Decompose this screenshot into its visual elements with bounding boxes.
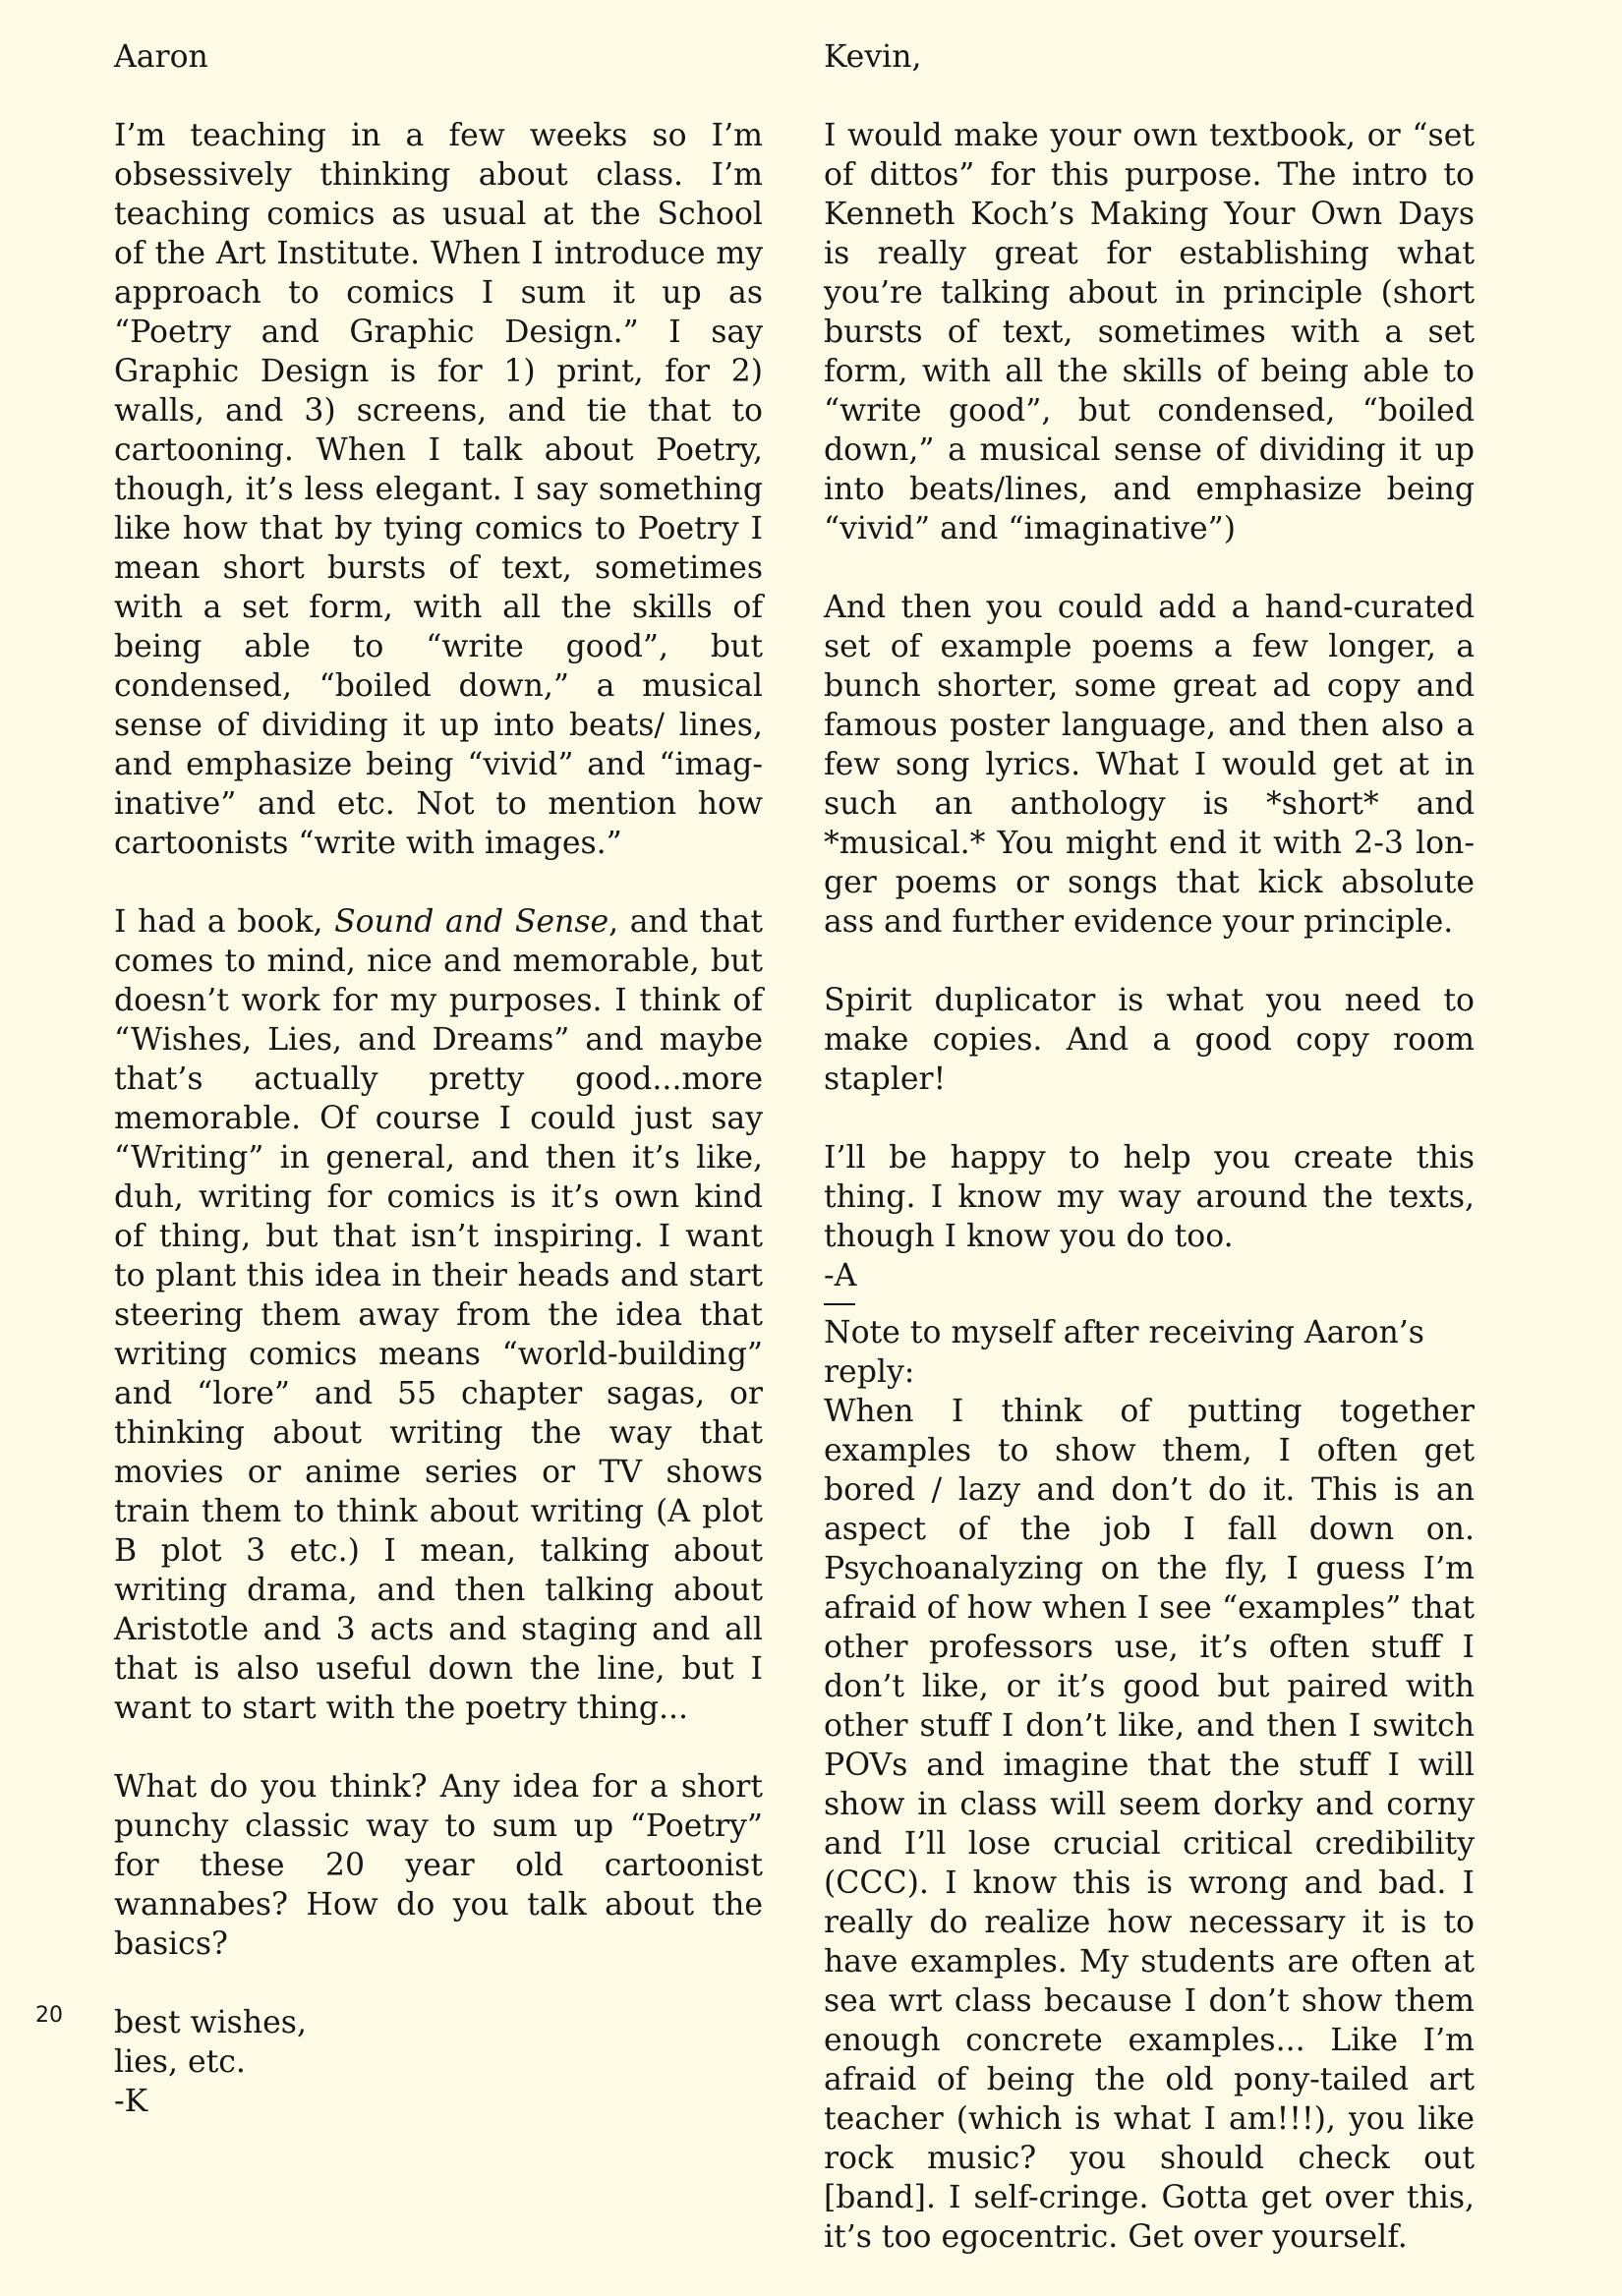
section-divider bbox=[824, 1303, 855, 1305]
paragraph-text: , and that comes to mind, nice and memorable, but doesn’t work for my purposes. I think of “Wishes, Lies, and Dreams” and maybe that’s actually pretty good...more memorable. Of course I could just say “Writing” in general, and then it’s like, duh, writing for comics is it’s own kind of thing, but that isn’t inspiring. I want to plant this idea in their heads and start steering them away from the idea that writing comics means “world-building” and “lore” and 55 chapter sagas, or thinking about writing the way that movies or anime series or TV shows train them to think about writing (A plot B plot 3 etc.) I mean, talking about writing drama, and then talking about Aristotle and 3 acts and staging and all that is also useful down the line, but I want to start with the poetry thing... bbox=[114, 904, 764, 1726]
reply-to-kevin bbox=[824, 37, 1475, 2296]
signature-a: -A bbox=[824, 1258, 857, 1293]
note-body: When I think of putting together examples to show them, I often get bored / lazy and don’t do it. This is an aspect of the job I fall down on. Psychoanalyzing on the fly, I guess I’m afraid of how when I see “examples” that other professors use, it’s often stuff I don’t like, or it’s good but paired with other stuff I don’t like, and then I switch POVs and imagine that the stuff I will show in class will seem dorky and corny and I’ll lose crucial critical credibility (CCC). I know this is wrong and bad. I really do realize how necessary it is to have examples. My students are often at sea wrt class because I don’t show them enough concrete examples... Like I’m afraid of being the old pony-tailed art teacher (which is what I am!!!), you like rock music? you should check out [band]. I self-cringe. Gotta get over this, it’s too egocentric. Get over yourself. bbox=[824, 1394, 1475, 2255]
salutation-aaron: Aaron bbox=[114, 39, 208, 75]
page-number: 20 bbox=[35, 2003, 63, 2028]
paragraph: Spirit duplicator is what you need to make copies. And a good copy room stapler! bbox=[824, 983, 1475, 1097]
book-title: Sound and Sense bbox=[334, 904, 609, 940]
signature-k: -K bbox=[114, 2084, 148, 2119]
paragraph: I’m teaching in a few weeks so I’m obsessively thinking about class. I’m teaching comics as usual at the School of the Art Institute. When I introduce my approach to comics I sum it up as “Poetry and Graphic Design.” I say Graphic Design is for 1) print, for 2) walls, and 3) screens, and tie that to cartooning. When I talk about Poetry, though, it’s less elegant. I say something like how that by tying comics to Poetry I mean short bursts of text, sometimes with a set form, with all the skills of being able to “write good”, but condensed, “boiled down,” a musical sense of dividing it up into beats/ lines, and emphasize being “vivid” and “imaginative” and etc. Not to mention how cartoonists “write with images.” bbox=[114, 118, 763, 861]
salutation-kevin: Kevin, bbox=[824, 39, 922, 75]
note-heading: Note to myself after receiving Aaron’s reply: bbox=[824, 1315, 1424, 1390]
paragraph bbox=[114, 902, 763, 1728]
paragraph-text: I had a book, bbox=[114, 904, 335, 940]
closing-line: lies, etc. bbox=[114, 2044, 246, 2080]
letter-to-aaron bbox=[114, 37, 763, 2121]
paragraph: I’ll be happy to help you create this thing. I know my way around the texts, though I know you do too. bbox=[824, 1140, 1475, 1254]
paragraph: I would make your own textbook, or “set of dittos” for this purpose. The intro to Kenneth Koch’s Making Your Own Days is really great for establishing what you’re talking about in principle (short bursts of text, sometimes with a set form, with all the skills of being able to “write good”, but condensed, “boiled down,” a musical sense of dividing it up into beats/lines, and emphasize being “vivid” and “imaginative”) bbox=[824, 118, 1475, 546]
closing-line: best wishes, bbox=[114, 2005, 307, 2040]
paragraph: What do you think? Any idea for a short punchy classic way to sum up “Poetry” for these 20 year old cartoonist wannabes? How do you talk about the basics? bbox=[114, 1769, 763, 1962]
paragraph: And then you could add a hand-curated set of example poems a few longer, a bunch shorter, some great ad copy and famous poster language, and then also a few song lyrics. What I would get at in such an anthology is *short* and *musical.* You might end it with 2-3 longer poems or songs that kick absolute ass and further evidence your principle. bbox=[824, 590, 1475, 940]
